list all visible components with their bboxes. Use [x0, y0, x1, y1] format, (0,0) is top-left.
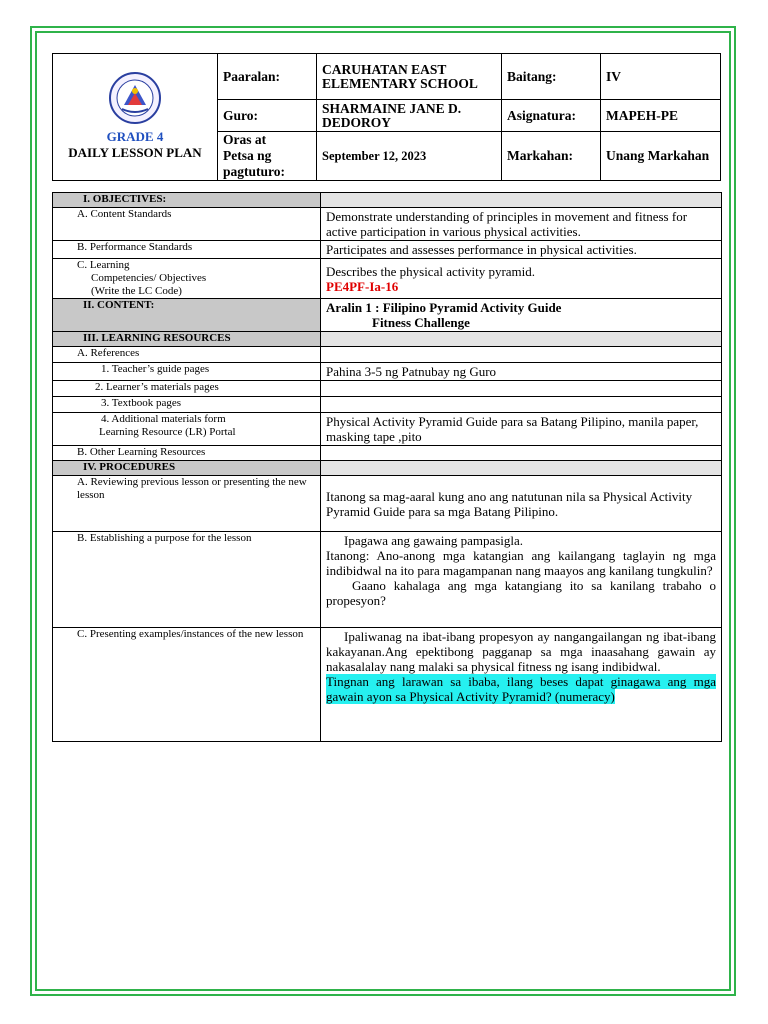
logo-cell — [53, 54, 218, 181]
quarter-value: Unang Markahan — [601, 132, 721, 181]
purpose-value — [321, 532, 722, 628]
time-label-line: Oras at — [223, 132, 267, 147]
textbook-label: 3. Textbook pages — [53, 397, 321, 413]
time-label-line: pagtuturo: — [223, 164, 286, 179]
purpose-paragraph: Itanong: Ano-anong mga katangian ang kailangang taglayin ng mga indibidwal na ito para magampanan nang maayos ang kanilang tungkulin? — [326, 548, 716, 578]
teachers-guide-label: 1. Teacher’s guide pages — [53, 363, 321, 381]
additional-materials-label — [53, 413, 321, 446]
lc-code: PE4PF-Ia-16 — [326, 278, 399, 294]
school-value: CARUHATAN EAST ELEMENTARY SCHOOL — [317, 54, 502, 100]
other-resources-value — [321, 446, 722, 461]
reviewing-value: Itanong sa mag-aaral kung ano ang natutunan nila sa Physical Activity Pyramid Guide para sa mga Batang Pilipino. — [321, 476, 722, 532]
subject-value: MAPEH-PE — [601, 100, 721, 132]
content-standards-value: Demonstrate understanding of principles in movement and fitness for active participation in various physical activities. — [321, 208, 722, 241]
textbook-value — [321, 397, 722, 413]
reviewing-label: A. Reviewing previous lesson or presenting the new lesson — [53, 476, 321, 532]
highlighted-question: Tingnan ang larawan sa ibaba, ilang beses dapat ginagawa ang mga gawain ayon sa Physical Activity Pyramid? (numeracy) — [326, 674, 716, 704]
grade-title: GRADE 4 — [106, 129, 164, 144]
learners-materials-value — [321, 381, 722, 397]
label-line: (Write the LC Code) — [91, 285, 182, 297]
lesson-subtitle: Fitness Challenge — [372, 315, 470, 330]
label-line: C. Learning — [77, 259, 130, 271]
deped-seal-icon — [108, 71, 162, 125]
performance-standards-value: Participates and assesses performance in physical activities. — [321, 241, 722, 259]
content-heading: II. CONTENT: — [53, 299, 321, 332]
time-date-label — [218, 132, 317, 181]
header-table — [52, 53, 721, 181]
presenting-label: C. Presenting examples/instances of the new lesson — [53, 628, 321, 742]
date-value: September 12, 2023 — [317, 132, 502, 181]
time-label-line: Petsa ng — [223, 148, 272, 163]
quarter-label: Markahan: — [502, 132, 601, 181]
presenting-value — [321, 628, 722, 742]
purpose-paragraph: Ipagawa ang gawaing pampasigla. — [344, 533, 524, 548]
teacher-value: SHARMAINE JANE D. DEDOROY — [317, 100, 502, 132]
learning-competencies-label — [53, 259, 321, 299]
performance-standards-label: B. Performance Standards — [53, 241, 321, 259]
resources-heading: III. LEARNING RESOURCES — [53, 332, 321, 347]
grade-level-value: IV — [601, 54, 721, 100]
references-value — [321, 347, 722, 363]
procedures-value — [321, 461, 722, 476]
label-line: Competencies/ Objectives — [91, 272, 207, 284]
label-line: Learning Resource (LR) Portal — [99, 426, 236, 438]
label-line: 4. Additional materials form — [101, 413, 226, 425]
presenting-paragraph: Ipaliwanag na ibat-ibang propesyon ay nangangailangan ng ibat-ibang kakayanan.Ang epektibong pagganap sa mga inaasahang gawain ay nakasalalay nang malaki sa physical fitness ng isang indibidwal. — [326, 629, 716, 674]
objectives-value — [321, 193, 722, 208]
other-resources-label: B. Other Learning Resources — [53, 446, 321, 461]
school-label: Paaralan: — [218, 54, 317, 100]
competency-text: Describes the physical activity pyramid. — [326, 263, 536, 279]
objectives-heading: I. OBJECTIVES: — [53, 193, 321, 208]
additional-materials-value: Physical Activity Pyramid Guide para sa Batang Pilipino, manila paper, masking tape ,pito — [321, 413, 722, 446]
purpose-label: B. Establishing a purpose for the lesson — [53, 532, 321, 628]
learners-materials-label: 2. Learner’s materials pages — [53, 381, 321, 397]
content-value — [321, 299, 722, 332]
teachers-guide-value: Pahina 3-5 ng Patnubay ng Guro — [321, 363, 722, 381]
purpose-paragraph: Gaano kahalaga ang mga katangiang ito sa kanilang trabaho o propesyon? — [326, 578, 716, 608]
content-standards-label: A. Content Standards — [53, 208, 321, 241]
subject-label: Asignatura: — [502, 100, 601, 132]
resources-value — [321, 332, 722, 347]
plan-title: DAILY LESSON PLAN — [68, 145, 202, 160]
lesson-title: Aralin 1 : Filipino Pyramid Activity Guide — [326, 300, 562, 315]
grade-level-label: Baitang: — [502, 54, 601, 100]
lesson-table — [52, 192, 722, 742]
procedures-heading: IV. PROCEDURES — [53, 461, 321, 476]
references-label: A. References — [53, 347, 321, 363]
learning-competencies-value — [321, 259, 722, 299]
teacher-label: Guro: — [218, 100, 317, 132]
